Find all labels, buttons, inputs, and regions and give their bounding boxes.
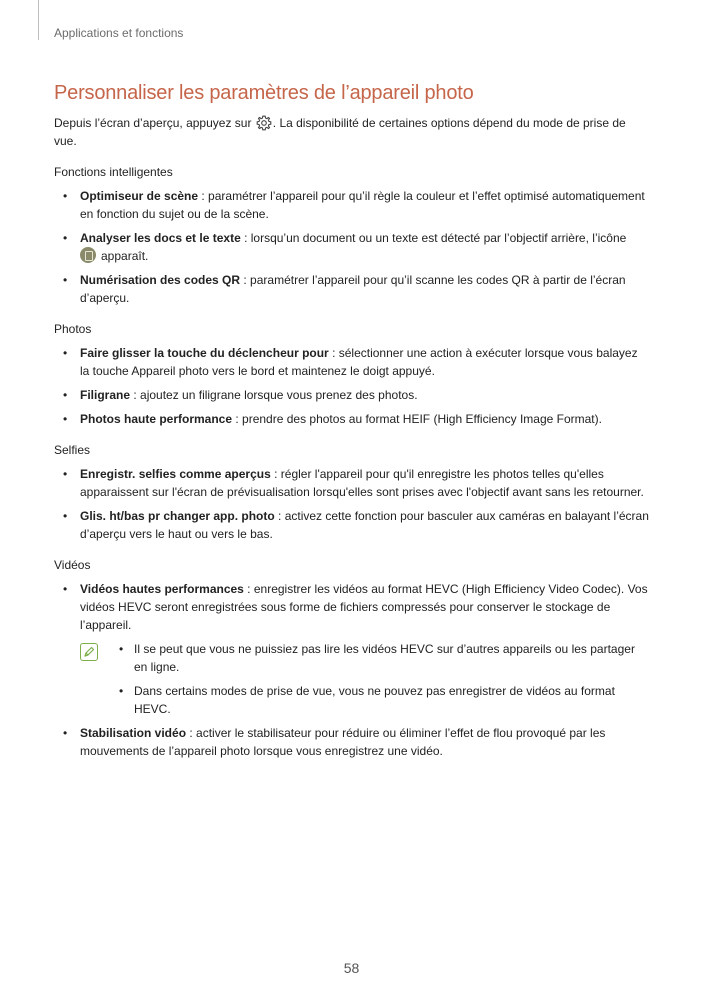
page-title: Personnaliser les paramètres de l’appareil photo: [54, 82, 474, 104]
list-item: [54, 229, 649, 265]
list-item: [54, 507, 649, 543]
list-videos: [54, 580, 649, 634]
section-title-photos: Photos: [54, 322, 92, 336]
running-header: Applications et fonctions: [54, 26, 184, 40]
list-photos: [54, 344, 649, 428]
item-term: Vidéos hautes performances: [80, 582, 244, 596]
note-box: [80, 640, 649, 718]
list-videos-continued: [54, 724, 649, 760]
item-term: Faire glisser la touche du déclencheur pour: [80, 346, 329, 360]
page-content: [54, 82, 649, 766]
item-term: Numérisation des codes QR: [80, 273, 241, 287]
item-text: : prendre des photos au format HEIF (High Efficiency Image Format).: [232, 412, 602, 426]
header-rule: [38, 0, 39, 40]
intro-text-end: . La disponibilité de certaines options dépend du mode de prise de vue.: [54, 116, 626, 148]
item-text: : sélectionner une action à exécuter lorsque vous balayez la touche Appareil photo vers le bord et maintenez le doigt appuyé.: [80, 346, 638, 378]
list-item: [54, 724, 649, 760]
item-term: Filigrane: [80, 388, 131, 402]
list-item: [54, 386, 649, 404]
item-term: Stabilisation vidéo: [80, 726, 187, 740]
item-term: Analyser les docs et le texte: [80, 231, 241, 245]
item-text: : paramétrer l’appareil pour qu’il scanne les codes QR à partir de l’écran d’aperçu.: [80, 273, 626, 305]
list-item: [54, 187, 649, 223]
list-item: [54, 465, 649, 501]
note-list: [118, 640, 649, 718]
item-text: : paramétrer l’appareil pour qu’il règle la couleur et l’effet optimisé automatiquement en fonction du sujet ou de la scène.: [80, 189, 645, 221]
list-smart: [54, 187, 649, 307]
page-number: 58: [343, 960, 360, 976]
list-item: [54, 580, 649, 634]
section-title-smart: Fonctions intelligentes: [54, 165, 173, 179]
item-term: Photos haute performance: [80, 412, 233, 426]
list-item: [54, 271, 649, 307]
item-text: : lorsqu’un document ou un texte est détecté par l’objectif arrière, l’icône: [240, 231, 627, 245]
item-text: : enregistrer les vidéos au format HEVC (High Efficiency Video Codec). Vos vidéos HEVC seront enregistrées sous forme de fichiers compressés pour conserver le stockage de l’appareil.: [80, 582, 648, 632]
list-item: [54, 344, 649, 380]
note-item: • Dans certains modes de prise de vue, vous ne pouvez pas enregistrer de vidéos au format HEVC.: [118, 682, 649, 718]
note-item: • Il se peut que vous ne puissiez pas lire les vidéos HEVC sur d’autres appareils ou les partager en ligne.: [118, 640, 649, 676]
item-text: : ajoutez un filigrane lorsque vous prenez des photos.: [130, 388, 418, 402]
section-title-selfies: Selfies: [54, 443, 91, 457]
scan-document-icon: [80, 247, 96, 263]
item-text: : activez cette fonction pour basculer aux caméras en balayant l’écran d’aperçu vers le haut ou vers le bas.: [80, 509, 649, 541]
item-text: : activer le stabilisateur pour réduire ou éliminer l’effet de flou provoqué par les mouvements de l’appareil photo lorsque vous enregistrez une vidéo.: [80, 726, 606, 758]
item-text: : régler l'appareil pour qu'il enregistre les photos telles qu'elles apparaissent sur l'écran de prévisualisation lorsqu'elles sont prises avec l'objectif avant sans les retourner.: [80, 467, 644, 499]
item-term: Glis. ht/bas pr changer app. photo: [80, 509, 275, 523]
list-selfies: [54, 465, 649, 543]
intro-paragraph: [54, 114, 649, 150]
item-text-after-icon: apparaît.: [101, 249, 149, 263]
item-term: Optimiseur de scène: [80, 189, 199, 203]
section-title-videos: Vidéos: [54, 558, 91, 572]
list-item: [54, 410, 649, 428]
item-term: Enregistr. selfies comme aperçus: [80, 467, 271, 481]
gear-icon: [256, 115, 272, 131]
note-pencil-icon: [80, 643, 98, 661]
intro-text-start: Depuis l’écran d’aperçu, appuyez sur: [54, 116, 255, 130]
